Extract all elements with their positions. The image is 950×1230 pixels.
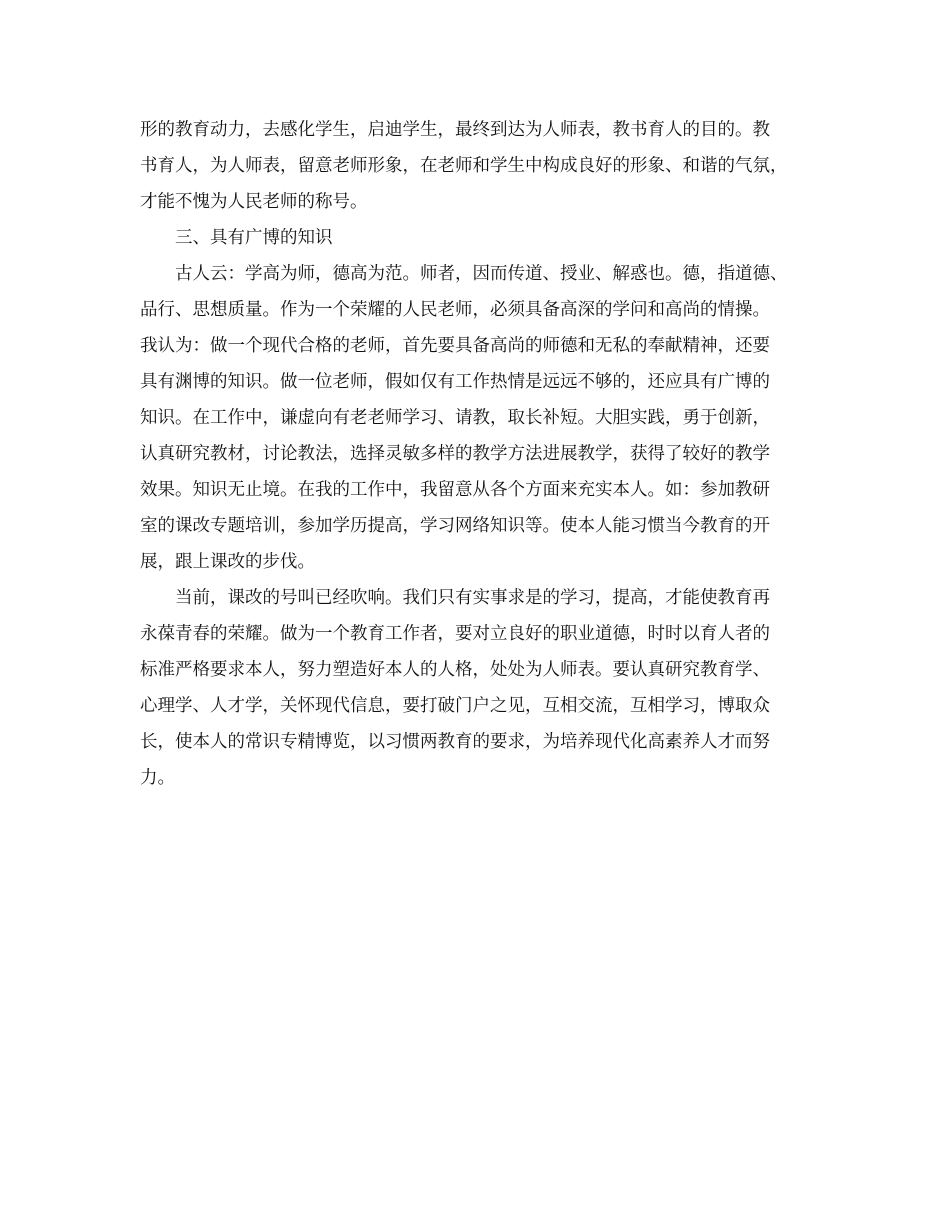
text-line: 知识。在工作中，谦虚向有老老师学习、请教，取长补短。大胆实践，勇于创新，	[140, 408, 770, 428]
text-line: 展，跟上课改的步伐。	[140, 552, 315, 572]
text-line: 书育人，为人师表，留意老师形象，在老师和学生中构成良好的形象、和谐的气氛，	[140, 156, 788, 176]
text-line: 长，使本人的常识专精博览，以习惯两教育的要求，为培养现代化高素养人才而努	[140, 732, 770, 752]
text-line: 古人云：学高为师，德高为范。师者，因而传道、授业、解惑也。德，指道德、	[175, 264, 788, 284]
text-line: 才能不愧为人民老师的称号。	[140, 192, 368, 212]
text-line: 标准严格要求本人，努力塑造好本人的人格，处处为人师表。要认真研究教育学、	[140, 660, 770, 680]
section-heading: 三、具有广博的知识	[175, 228, 333, 248]
text-line: 心理学、人才学，关怀现代信息，要打破门户之见，互相交流，互相学习，博取众	[140, 696, 770, 716]
text-line: 当前，课改的号叫已经吹响。我们只有实事求是的学习，提高，才能使教育再	[175, 588, 770, 608]
text-line: 具有渊博的知识。做一位老师，假如仅有工作热情是远远不够的，还应具有广博的	[140, 372, 770, 392]
text-line: 我认为：做一个现代合格的老师，首先要具备高尚的师德和无私的奉献精神，还要	[140, 336, 770, 356]
text-line: 效果。知识无止境。在我的工作中，我留意从各个方面来充实本人。如：参加教研	[140, 480, 770, 500]
text-line: 认真研究教材，讨论教法，选择灵敏多样的教学方法进展教学，获得了较好的教学	[140, 444, 770, 464]
text-line: 室的课改专题培训，参加学历提高，学习网络知识等。使本人能习惯当今教育的开	[140, 516, 770, 536]
text-line: 形的教育动力，去感化学生，启迪学生，最终到达为人师表，教书育人的目的。教	[140, 120, 770, 140]
text-line: 力。	[140, 768, 175, 788]
text-line: 品行、思想质量。作为一个荣耀的人民老师，必须具备高深的学问和高尚的情操。	[140, 300, 770, 320]
text-line: 永葆青春的荣耀。做为一个教育工作者，要对立良好的职业道德，时时以育人者的	[140, 624, 770, 644]
